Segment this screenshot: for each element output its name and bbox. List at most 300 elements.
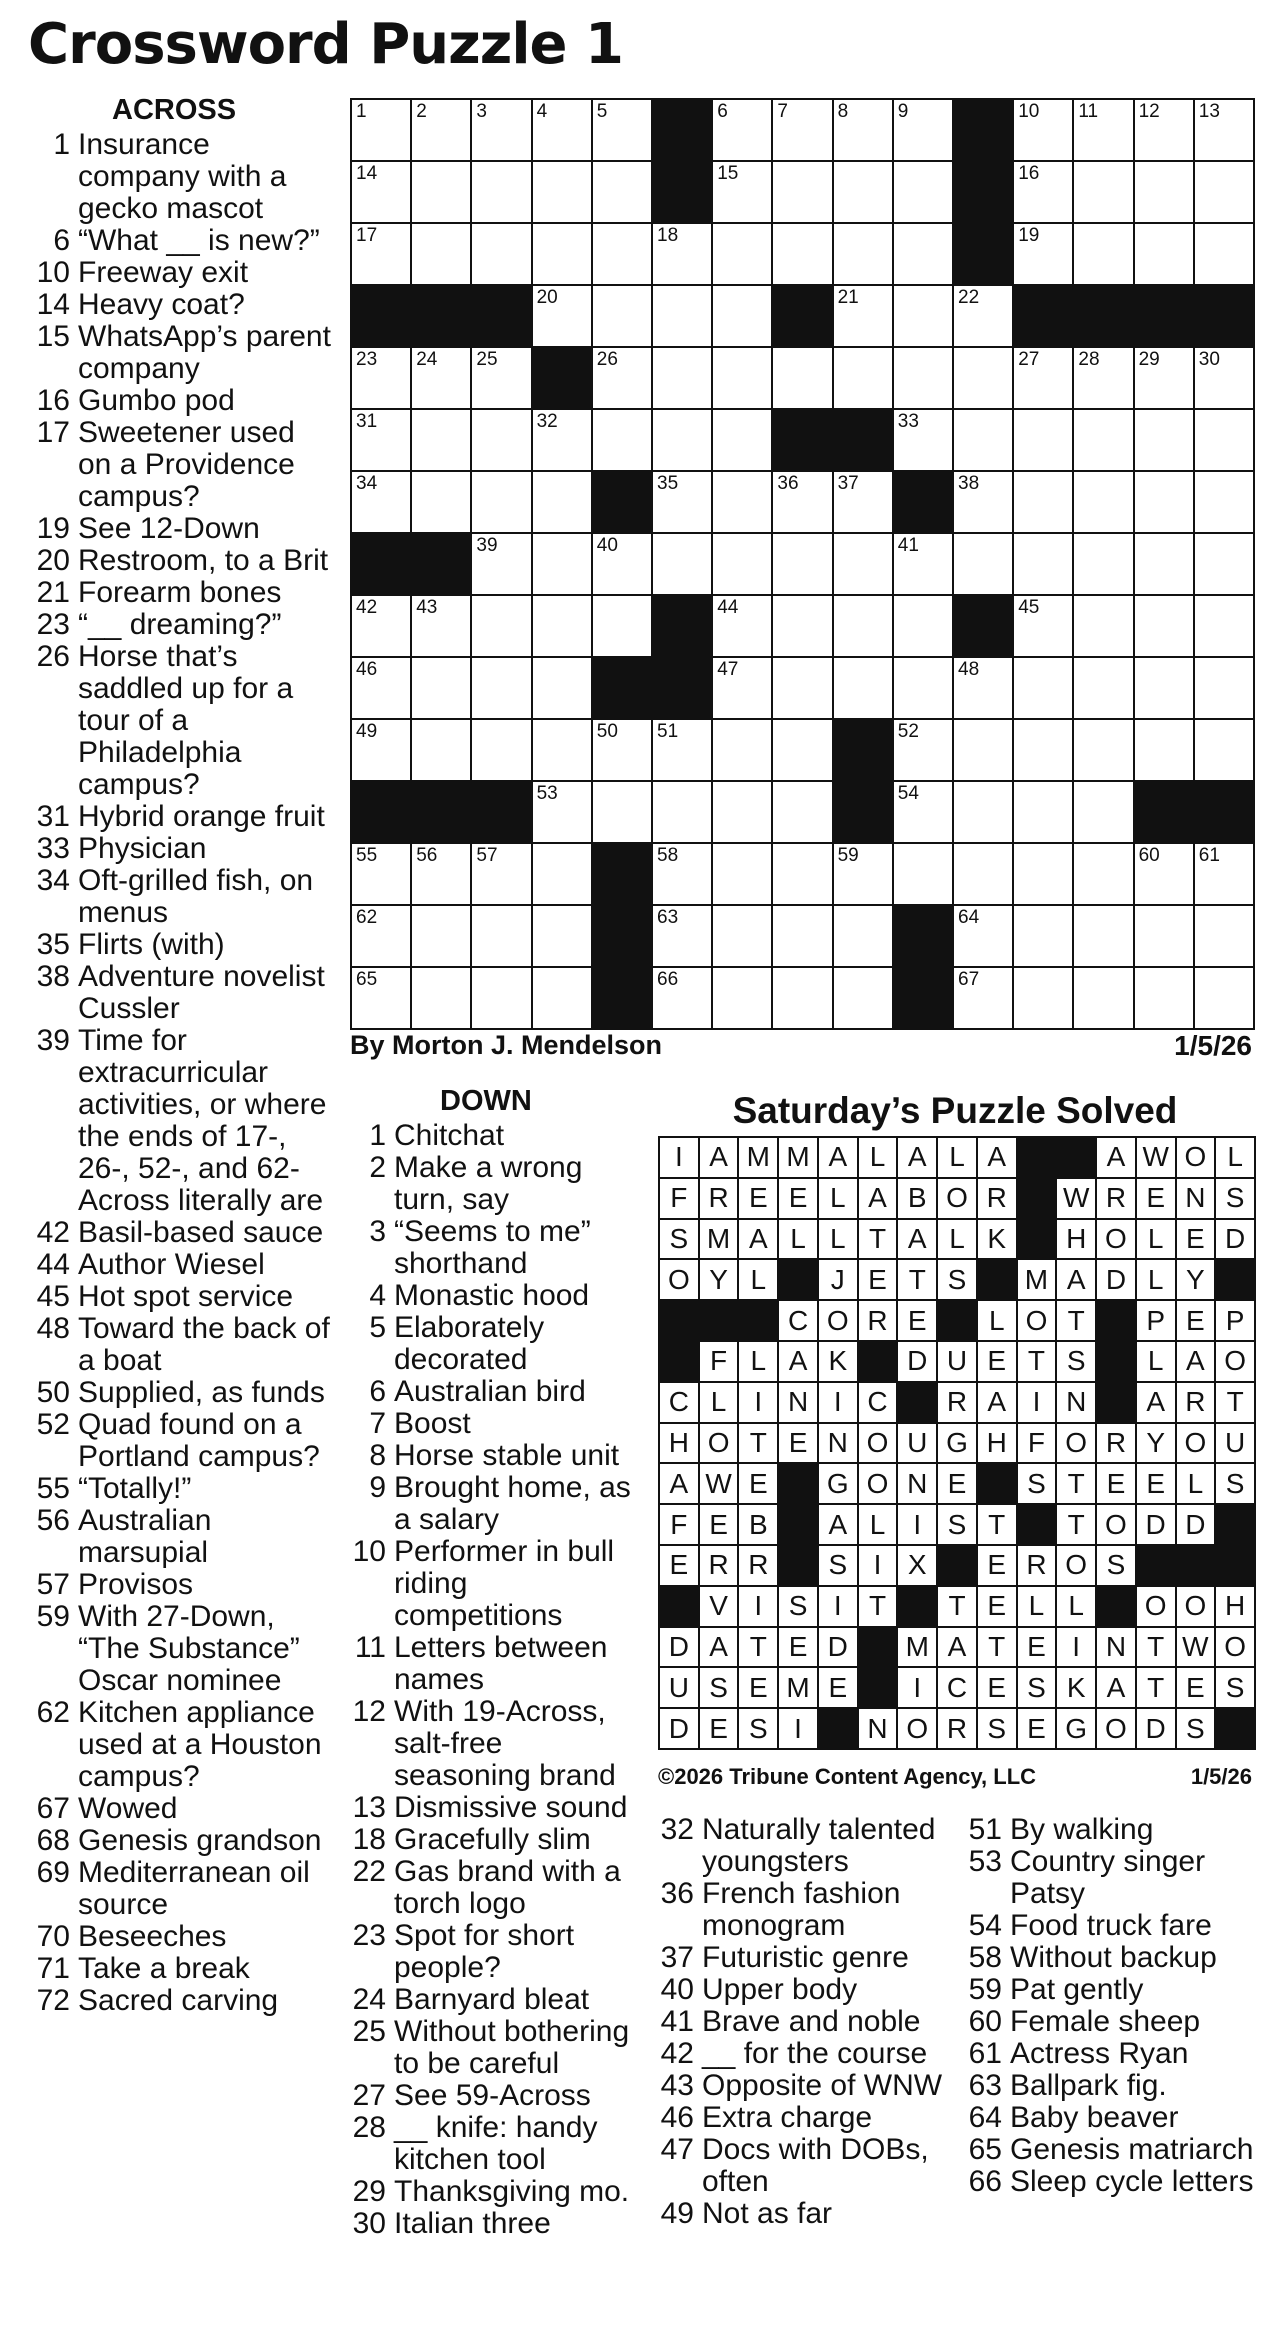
grid-cell[interactable]	[533, 472, 591, 532]
grid-cell[interactable]	[834, 472, 892, 532]
grid-cell[interactable]	[533, 906, 591, 966]
clue-number: 17	[36, 416, 70, 449]
grid-cell[interactable]	[1135, 472, 1193, 532]
grid-cell[interactable]	[412, 224, 470, 284]
grid-cell[interactable]	[653, 534, 711, 594]
solution-cell: L	[819, 1220, 857, 1259]
grid-cell[interactable]	[593, 410, 651, 470]
grid-cell[interactable]	[954, 658, 1012, 718]
solution-cell: D	[819, 1628, 857, 1667]
black-square	[739, 1301, 777, 1340]
grid-cell[interactable]	[1014, 906, 1072, 966]
grid-cell[interactable]	[954, 286, 1012, 346]
grid-cell[interactable]	[834, 100, 892, 160]
clue-number: 52	[36, 1408, 70, 1441]
solution-cell: K	[819, 1342, 857, 1381]
grid-cell[interactable]	[954, 348, 1012, 408]
grid-cell[interactable]	[834, 906, 892, 966]
grid-cell[interactable]	[894, 534, 952, 594]
grid-cell[interactable]	[653, 472, 711, 532]
grid-cell[interactable]	[352, 100, 410, 160]
clue-text: Actress Ryan	[1010, 2037, 1189, 2070]
grid-cell[interactable]	[894, 596, 952, 656]
clue-number: 6	[53, 224, 70, 257]
clue	[350, 1696, 640, 1792]
clue	[350, 2176, 640, 2208]
solution-cell: L	[1018, 1587, 1056, 1626]
grid-cell[interactable]	[1014, 720, 1072, 780]
grid-cell[interactable]	[472, 348, 530, 408]
clue-number: 46	[660, 2101, 694, 2134]
grid-cell[interactable]	[472, 658, 530, 718]
grid-cell[interactable]	[773, 348, 831, 408]
black-square	[1018, 1505, 1056, 1544]
clue	[350, 2080, 640, 2112]
grid-cell[interactable]	[713, 968, 771, 1028]
grid-cell[interactable]	[1195, 720, 1253, 780]
grid-cell[interactable]	[472, 844, 530, 904]
grid-cell[interactable]	[773, 534, 831, 594]
grid-cell[interactable]	[773, 224, 831, 284]
solution-cell: I	[819, 1587, 857, 1626]
grid-cell[interactable]	[533, 968, 591, 1028]
grid-cell[interactable]	[1074, 720, 1132, 780]
cell-number: 46	[356, 659, 378, 680]
grid-cell[interactable]	[472, 100, 530, 160]
solution-cell: R	[700, 1179, 738, 1218]
black-square	[779, 1464, 817, 1503]
solution-cell: P	[1216, 1301, 1254, 1340]
grid-cell[interactable]	[773, 100, 831, 160]
grid-cell[interactable]	[1014, 348, 1072, 408]
grid-cell[interactable]	[472, 968, 530, 1028]
grid-cell[interactable]	[412, 596, 470, 656]
grid-cell[interactable]	[834, 286, 892, 346]
grid-cell[interactable]	[1135, 906, 1193, 966]
grid-cell[interactable]	[713, 410, 771, 470]
grid-cell[interactable]	[773, 162, 831, 222]
grid-cell[interactable]	[653, 782, 711, 842]
grid-cell[interactable]	[773, 658, 831, 718]
grid-cell[interactable]	[834, 348, 892, 408]
clue	[658, 1878, 958, 1942]
grid-cell[interactable]	[713, 348, 771, 408]
black-square	[1216, 1546, 1254, 1585]
grid-cell[interactable]	[894, 348, 952, 408]
grid-cell[interactable]	[1135, 720, 1193, 780]
black-square	[660, 1587, 698, 1626]
grid-cell[interactable]	[713, 224, 771, 284]
grid-cell[interactable]	[1014, 410, 1072, 470]
grid-cell[interactable]	[713, 162, 771, 222]
grid-cell[interactable]	[593, 782, 651, 842]
grid-cell[interactable]	[954, 472, 1012, 532]
solution-cell: R	[739, 1546, 777, 1585]
grid-cell[interactable]	[533, 596, 591, 656]
grid-cell[interactable]	[894, 720, 952, 780]
black-square	[412, 782, 470, 842]
cell-number: 33	[897, 411, 919, 432]
grid-cell[interactable]	[352, 224, 410, 284]
grid-cell[interactable]	[834, 658, 892, 718]
clue-text: Opposite of WNW	[702, 2069, 943, 2102]
black-square	[834, 720, 892, 780]
grid-cell[interactable]	[593, 534, 651, 594]
grid-cell[interactable]	[1195, 658, 1253, 718]
grid-cell[interactable]	[1074, 224, 1132, 284]
grid-cell[interactable]	[1135, 100, 1193, 160]
solution-cell: I	[779, 1709, 817, 1748]
grid-cell[interactable]	[593, 720, 651, 780]
grid-cell[interactable]	[593, 286, 651, 346]
clue-text: Brought home, as a salary	[394, 1471, 631, 1536]
grid-cell[interactable]	[352, 348, 410, 408]
grid-cell[interactable]	[1014, 596, 1072, 656]
grid-cell[interactable]	[653, 224, 711, 284]
clue-text: Without backup	[1010, 1941, 1217, 1974]
clue-number: 7	[369, 1407, 386, 1440]
clue-text: Ballpark fig.	[1010, 2069, 1167, 2102]
grid-cell[interactable]	[1135, 844, 1193, 904]
clue-text: Without bothering to be careful	[394, 2015, 630, 2080]
grid-cell[interactable]	[412, 658, 470, 718]
solution-cell: S	[938, 1260, 976, 1299]
grid-cell[interactable]	[533, 162, 591, 222]
grid-cell[interactable]	[1014, 844, 1072, 904]
clue-text: Elaborately decorated	[394, 1311, 545, 1376]
solution-cell: A	[1097, 1138, 1135, 1177]
clue	[34, 1601, 334, 1697]
clue-text: See 12-Down	[78, 512, 260, 545]
grid-cell[interactable]	[352, 472, 410, 532]
grid-cell[interactable]	[773, 720, 831, 780]
grid-cell[interactable]	[713, 720, 771, 780]
grid-cell[interactable]	[713, 658, 771, 718]
grid-cell[interactable]	[713, 534, 771, 594]
grid-cell[interactable]	[1195, 410, 1253, 470]
cell-number: 31	[356, 411, 378, 432]
grid-cell[interactable]	[653, 844, 711, 904]
grid-cell[interactable]	[653, 906, 711, 966]
grid-cell[interactable]	[653, 286, 711, 346]
grid-cell[interactable]	[412, 472, 470, 532]
grid-cell[interactable]	[954, 968, 1012, 1028]
solution-cell: E	[1137, 1464, 1175, 1503]
grid-cell[interactable]	[954, 534, 1012, 594]
grid-cell[interactable]	[713, 906, 771, 966]
grid-cell[interactable]	[1135, 596, 1193, 656]
black-square	[779, 1505, 817, 1544]
grid-cell[interactable]	[1195, 844, 1253, 904]
grid-cell[interactable]	[834, 968, 892, 1028]
grid-cell[interactable]	[713, 844, 771, 904]
grid-cell[interactable]	[472, 596, 530, 656]
grid-cell[interactable]	[1074, 410, 1132, 470]
grid-cell[interactable]	[713, 782, 771, 842]
clue-number: 38	[36, 960, 70, 993]
cell-number: 17	[356, 225, 378, 246]
solution-cell: Y	[1137, 1424, 1175, 1463]
grid-cell[interactable]	[1135, 348, 1193, 408]
solution-cell: I	[898, 1668, 936, 1707]
cell-number: 9	[897, 101, 909, 122]
solution-cell: H	[1216, 1587, 1254, 1626]
grid-cell[interactable]	[834, 844, 892, 904]
grid-cell[interactable]	[954, 844, 1012, 904]
grid-cell[interactable]	[1195, 162, 1253, 222]
solution-cell: P	[1137, 1301, 1175, 1340]
clue-number: 22	[352, 1855, 386, 1888]
grid-cell[interactable]	[352, 844, 410, 904]
solution-cell: C	[859, 1383, 897, 1422]
grid-cell[interactable]	[773, 906, 831, 966]
grid-cell[interactable]	[1014, 658, 1072, 718]
clue-text: Basil-based sauce	[78, 1216, 324, 1249]
grid-cell[interactable]	[773, 596, 831, 656]
grid-cell[interactable]	[894, 286, 952, 346]
grid-cell[interactable]	[412, 100, 470, 160]
clue-number: 60	[968, 2005, 1002, 2038]
solution-cell: L	[779, 1220, 817, 1259]
grid-cell[interactable]	[834, 596, 892, 656]
grid-cell[interactable]	[533, 658, 591, 718]
grid-cell[interactable]	[533, 720, 591, 780]
solution-cell: A	[898, 1138, 936, 1177]
grid-cell[interactable]	[593, 348, 651, 408]
grid-cell[interactable]	[593, 596, 651, 656]
cell-number: 27	[1018, 349, 1040, 370]
clue-text: Gas brand with a torch logo	[394, 1855, 621, 1920]
grid-cell[interactable]	[1195, 100, 1253, 160]
grid-cell[interactable]	[352, 410, 410, 470]
grid-cell[interactable]	[472, 472, 530, 532]
grid-cell[interactable]	[1195, 534, 1253, 594]
solution-cell: L	[859, 1138, 897, 1177]
grid-cell[interactable]	[1074, 844, 1132, 904]
clue	[34, 1409, 334, 1473]
clue-number: 57	[36, 1568, 70, 1601]
grid-cell[interactable]	[894, 658, 952, 718]
grid-cell[interactable]	[1074, 968, 1132, 1028]
grid-cell[interactable]	[954, 720, 1012, 780]
grid-cell[interactable]	[352, 906, 410, 966]
grid-cell[interactable]	[1014, 534, 1072, 594]
grid-cell[interactable]	[1074, 658, 1132, 718]
black-square	[412, 534, 470, 594]
grid-cell[interactable]	[894, 844, 952, 904]
grid-cell[interactable]	[412, 410, 470, 470]
clue-text: Barnyard bleat	[394, 1983, 590, 2016]
clue-text: Chitchat	[394, 1119, 505, 1152]
clue	[350, 1632, 640, 1696]
grid-cell[interactable]	[773, 472, 831, 532]
clue-number: 37	[660, 1941, 694, 1974]
grid-cell[interactable]	[954, 782, 1012, 842]
black-square	[954, 162, 1012, 222]
grid-cell[interactable]	[954, 410, 1012, 470]
black-square	[859, 1342, 897, 1381]
grid-cell[interactable]	[593, 162, 651, 222]
grid-cell[interactable]	[1074, 596, 1132, 656]
cell-number: 62	[356, 907, 378, 928]
grid-cell[interactable]	[1014, 162, 1072, 222]
grid-cell[interactable]	[894, 100, 952, 160]
grid-cell[interactable]	[533, 534, 591, 594]
clue	[350, 2112, 640, 2176]
grid-cell[interactable]	[533, 844, 591, 904]
grid-cell[interactable]	[1135, 534, 1193, 594]
grid-cell[interactable]	[713, 286, 771, 346]
grid-cell[interactable]	[472, 534, 530, 594]
grid-cell[interactable]	[653, 720, 711, 780]
grid-cell[interactable]	[713, 472, 771, 532]
grid-cell[interactable]	[472, 720, 530, 780]
grid-cell[interactable]	[472, 410, 530, 470]
grid-cell[interactable]	[1135, 162, 1193, 222]
grid-cell[interactable]	[1074, 472, 1132, 532]
grid-cell[interactable]	[352, 658, 410, 718]
grid-cell[interactable]	[1135, 410, 1193, 470]
grid-cell[interactable]	[412, 720, 470, 780]
solution-cell: O	[1097, 1220, 1135, 1259]
grid-cell[interactable]	[352, 162, 410, 222]
grid-cell[interactable]	[1074, 162, 1132, 222]
grid-cell[interactable]	[834, 224, 892, 284]
grid-cell[interactable]	[472, 162, 530, 222]
grid-cell[interactable]	[1074, 100, 1132, 160]
solution-cell: R	[978, 1179, 1016, 1218]
solution-cell: A	[1057, 1260, 1095, 1299]
black-square	[653, 658, 711, 718]
clue-number: 70	[36, 1920, 70, 1953]
grid-cell[interactable]	[773, 844, 831, 904]
grid-cell[interactable]	[1195, 472, 1253, 532]
grid-cell[interactable]	[1135, 658, 1193, 718]
clue	[350, 2016, 640, 2080]
cell-number: 38	[958, 473, 980, 494]
clue-number: 1	[53, 128, 70, 161]
clue-number: 10	[36, 256, 70, 289]
grid-cell[interactable]	[533, 782, 591, 842]
grid-cell[interactable]	[472, 224, 530, 284]
solution-cell: N	[779, 1383, 817, 1422]
grid-cell[interactable]	[533, 224, 591, 284]
grid-cell[interactable]	[773, 782, 831, 842]
grid-cell[interactable]	[894, 224, 952, 284]
grid-cell[interactable]	[1014, 782, 1072, 842]
grid-cell[interactable]	[653, 410, 711, 470]
grid-cell[interactable]	[894, 162, 952, 222]
grid-cell[interactable]	[412, 162, 470, 222]
clue-text: Futuristic genre	[702, 1941, 909, 1974]
clue	[966, 2102, 1266, 2134]
grid-cell[interactable]	[1014, 968, 1072, 1028]
grid-cell[interactable]	[533, 100, 591, 160]
solution-cell: R	[700, 1546, 738, 1585]
cell-number: 11	[1078, 101, 1099, 122]
clue	[350, 1408, 640, 1440]
black-square	[1216, 1505, 1254, 1544]
grid-cell[interactable]	[352, 720, 410, 780]
grid-cell[interactable]	[412, 968, 470, 1028]
grid-cell[interactable]	[412, 906, 470, 966]
grid-cell[interactable]	[412, 844, 470, 904]
cell-number: 21	[837, 287, 859, 308]
grid-cell[interactable]	[412, 348, 470, 408]
grid-cell[interactable]	[1074, 534, 1132, 594]
black-square	[472, 286, 530, 346]
grid-cell[interactable]	[773, 968, 831, 1028]
grid-cell[interactable]	[1195, 906, 1253, 966]
grid-cell[interactable]	[894, 782, 952, 842]
black-square	[593, 472, 651, 532]
grid-cell[interactable]	[533, 410, 591, 470]
grid-cell[interactable]	[1135, 968, 1193, 1028]
grid-cell[interactable]	[834, 162, 892, 222]
solution-cell: A	[898, 1220, 936, 1259]
black-square	[1057, 1138, 1095, 1177]
grid-cell[interactable]	[1195, 224, 1253, 284]
grid-cell[interactable]	[1195, 968, 1253, 1028]
down-heading: DOWN	[440, 1085, 532, 1117]
solution-cell: E	[819, 1668, 857, 1707]
grid-cell[interactable]	[713, 100, 771, 160]
clue-number: 40	[660, 1973, 694, 2006]
grid-cell[interactable]	[1195, 348, 1253, 408]
cell-number: 42	[356, 597, 378, 618]
clue-number: 23	[352, 1919, 386, 1952]
grid-cell[interactable]	[533, 286, 591, 346]
grid-cell[interactable]	[593, 100, 651, 160]
grid-cell[interactable]	[713, 596, 771, 656]
clue	[966, 2134, 1266, 2166]
grid-cell[interactable]	[653, 968, 711, 1028]
solution-cell: O	[1177, 1424, 1215, 1463]
grid-cell[interactable]	[1195, 596, 1253, 656]
cell-number: 44	[717, 597, 739, 618]
clue	[658, 2038, 958, 2070]
clue-text: Gumbo pod	[78, 384, 235, 417]
grid-cell[interactable]	[1074, 906, 1132, 966]
solution-cell: U	[1216, 1424, 1254, 1463]
cell-number: 3	[476, 101, 487, 122]
grid-cell[interactable]	[1074, 782, 1132, 842]
grid-cell[interactable]	[593, 224, 651, 284]
grid-cell[interactable]	[1014, 100, 1072, 160]
solution-cell: E	[739, 1464, 777, 1503]
grid-cell[interactable]	[834, 534, 892, 594]
clue	[350, 1376, 640, 1408]
grid-cell[interactable]	[352, 968, 410, 1028]
clue-text: Food truck fare	[1010, 1909, 1212, 1942]
solution-cell: I	[1057, 1628, 1095, 1667]
grid-cell[interactable]	[894, 410, 952, 470]
clue	[350, 1984, 640, 2016]
grid-cell[interactable]	[1135, 224, 1193, 284]
grid-cell[interactable]	[1014, 224, 1072, 284]
grid-cell[interactable]	[472, 906, 530, 966]
grid-cell[interactable]	[1074, 348, 1132, 408]
clue	[350, 1856, 640, 1920]
cell-number: 58	[657, 845, 679, 866]
cell-number: 15	[717, 163, 739, 184]
grid-cell[interactable]	[954, 906, 1012, 966]
clue-text: Not as far	[702, 2197, 833, 2230]
grid-cell[interactable]	[1014, 472, 1072, 532]
grid-cell[interactable]	[653, 348, 711, 408]
solution-cell: O	[1097, 1505, 1135, 1544]
grid-cell[interactable]	[352, 596, 410, 656]
